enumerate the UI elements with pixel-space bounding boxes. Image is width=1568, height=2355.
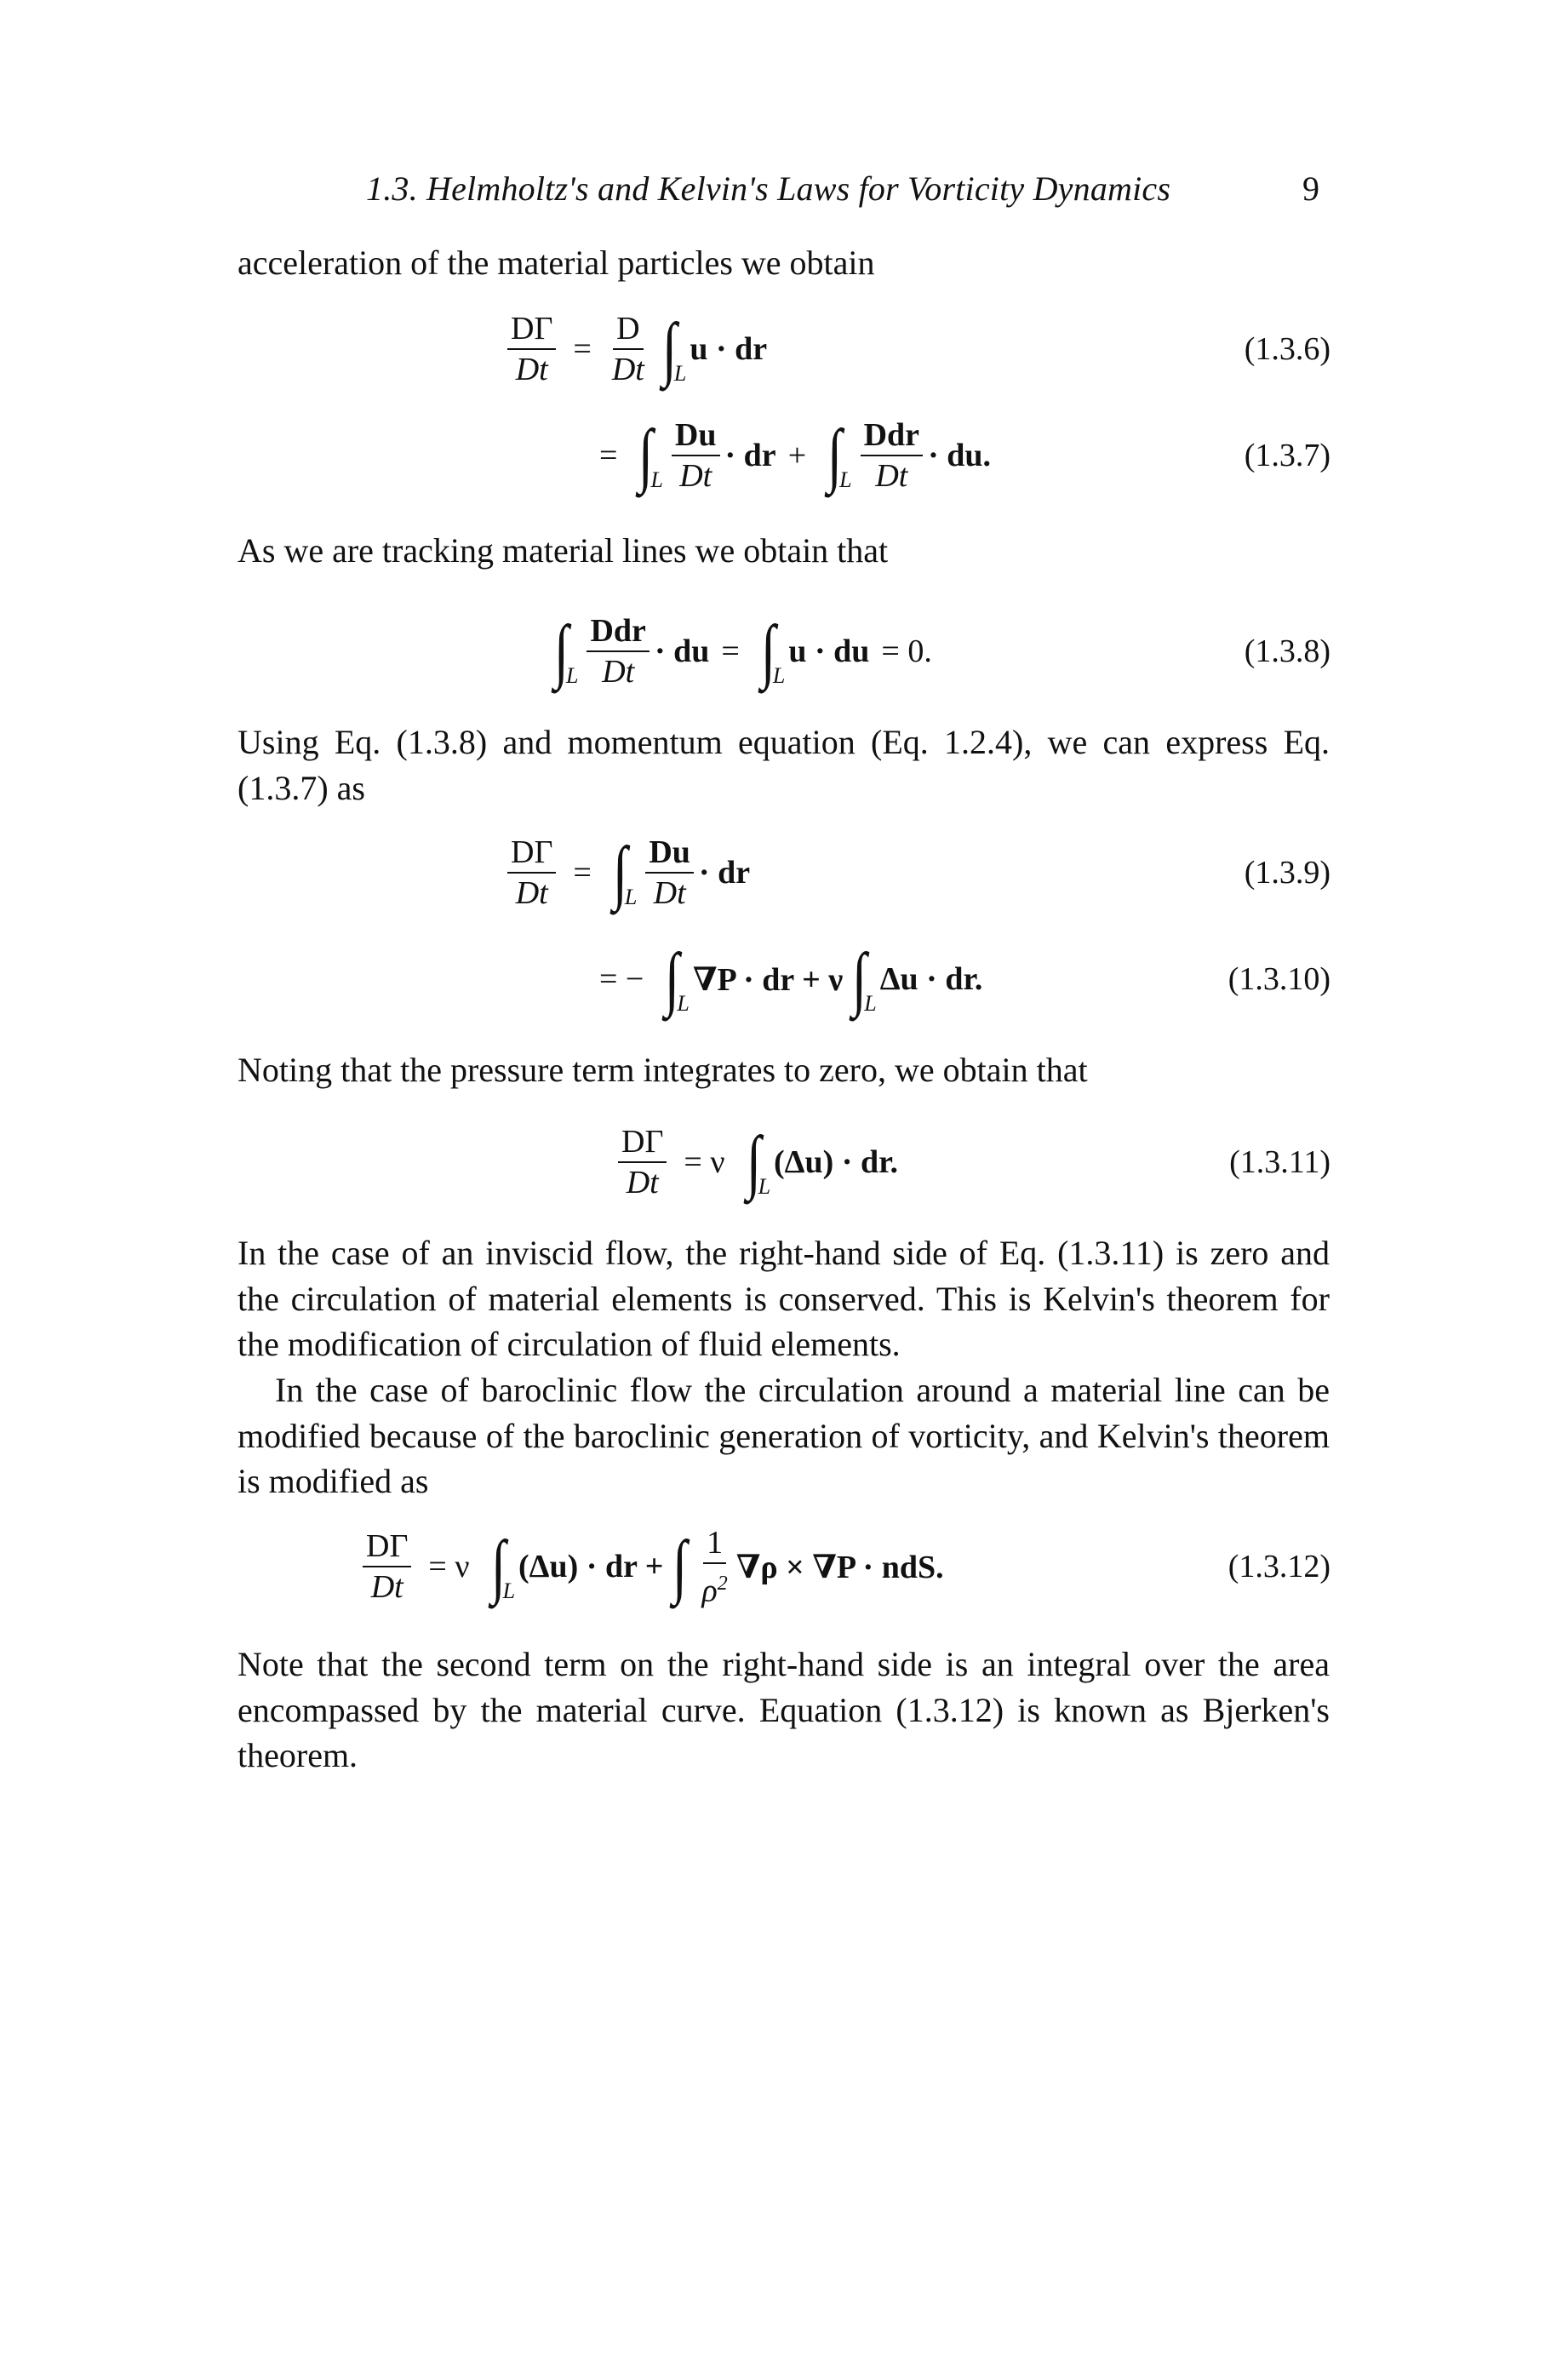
fraction: $\frac{D}{Dt}$	[611, 311, 644, 387]
equation-number: (1.3.8)	[1244, 633, 1331, 669]
equation-number: (1.3.10)	[1228, 961, 1331, 997]
paragraph-5: In the case of an inviscid flow, the right-hand side of Eq. (1.3.11) is zero and the circulation of material elements is conserved. This is Kelvin's theorem for the modification of circulation of fluid elements.	[237, 1234, 1330, 1363]
integral-sign: ∫ L	[852, 939, 877, 1018]
paragraph-2: As we are tracking material lines we obtain that	[237, 531, 889, 570]
equation-number: (1.3.6)	[1244, 331, 1331, 367]
fraction: $\frac{Du}{Dt}$	[645, 836, 694, 909]
fraction: $\frac{D\Gamma}{Dt}$	[618, 1126, 667, 1199]
equation-1-3-7: = ∫ L $\frac{Du}{Dt}$ · dr + ∫ L $\frac{\text{Ddr}}{Dt}$ · du. (1.3.7)	[0, 404, 1568, 507]
integral-sign: ∫ L	[665, 939, 690, 1018]
integral-sign: ∫ L	[746, 1122, 771, 1201]
page-number: 9	[1302, 169, 1319, 208]
equation-number: (1.3.12)	[1228, 1549, 1331, 1584]
integral-sign: ∫	[672, 1527, 688, 1606]
running-header	[0, 169, 1568, 220]
integral-sign: ∫ L	[661, 309, 687, 388]
equation-number: (1.3.7)	[1244, 438, 1331, 473]
fraction: $\frac{D\Gamma}{Dt}$	[363, 1530, 411, 1603]
integral-sign: ∫ L	[638, 415, 663, 495]
paragraph-1: acceleration of the material particles we obtain	[237, 244, 875, 282]
equation-1-3-12: $\frac{D\Gamma}{Dt}$ = ν ∫ L (Δu) · dr + ∫ $\frac{1}{\rho^2}$ ∇ρ × ∇P · ndS. (1.3.12)	[0, 1516, 1568, 1618]
fraction: $\frac{1}{\rho^2}$	[701, 1524, 728, 1609]
paragraph-6: In the case of baroclinic flow the circulation around a material line can be modified because of the baroclinic generation of vorticity, and Kelvin's theorem is modified as	[237, 1371, 1330, 1500]
equation-1-3-11: $\frac{D\Gamma}{Dt}$ = ν ∫ L (Δu) · dr. (1.3.11)	[0, 1111, 1568, 1213]
fraction: $\frac{\text{Ddr}}{Dt}$	[587, 615, 649, 688]
fraction: $\frac{D\Gamma}{Dt}$	[507, 836, 556, 909]
equation-1-3-8: ∫ L $\frac{\text{Ddr}}{Dt}$ · du = ∫ L u · du = 0. (1.3.8)	[0, 600, 1568, 702]
equation-number: (1.3.9)	[1244, 855, 1331, 891]
equation-1-3-9: $\frac{D\Gamma}{Dt}$ = ∫ L $\frac{Du}{Dt}$ · dr (1.3.9)	[0, 822, 1568, 924]
integral-sign: ∫ L	[827, 415, 852, 495]
integral-sign: ∫ L	[490, 1527, 516, 1606]
integral-sign: ∫ L	[612, 833, 638, 912]
fraction: $\frac{Du}{Dt}$	[672, 419, 720, 492]
equation-1-3-10: = − ∫ L ∇P · dr + ν ∫ L Δu · dr. (1.3.10)	[0, 928, 1568, 1030]
paragraph-4: Noting that the pressure term integrates to zero, we obtain that	[237, 1051, 1088, 1089]
paragraph-7: Note that the second term on the right-hand side is an integral over the area encompassed by the material curve. Equation (1.3.12) is known as Bjerken's theorem.	[237, 1645, 1330, 1774]
integral-sign: ∫ L	[553, 611, 579, 690]
fraction: $\frac{\text{Ddr}}{Dt}$	[861, 419, 923, 492]
equation-1-3-6: $\frac{D\Gamma}{Dt}$ = $\frac{D}{Dt}$ ∫ L u · dr (1.3.6)	[0, 298, 1568, 400]
integral-sign: ∫ L	[760, 611, 786, 690]
paragraph-3: Using Eq. (1.3.8) and momentum equation (Eq. 1.2.4), we can express Eq. (1.3.7) as	[237, 723, 1330, 807]
header-title: 1.3. Helmholtz's and Kelvin's Laws for Vorticity Dynamics	[366, 169, 1171, 208]
equation-number: (1.3.11)	[1229, 1144, 1331, 1180]
fraction: $\frac{D\Gamma}{Dt}$	[507, 312, 556, 386]
